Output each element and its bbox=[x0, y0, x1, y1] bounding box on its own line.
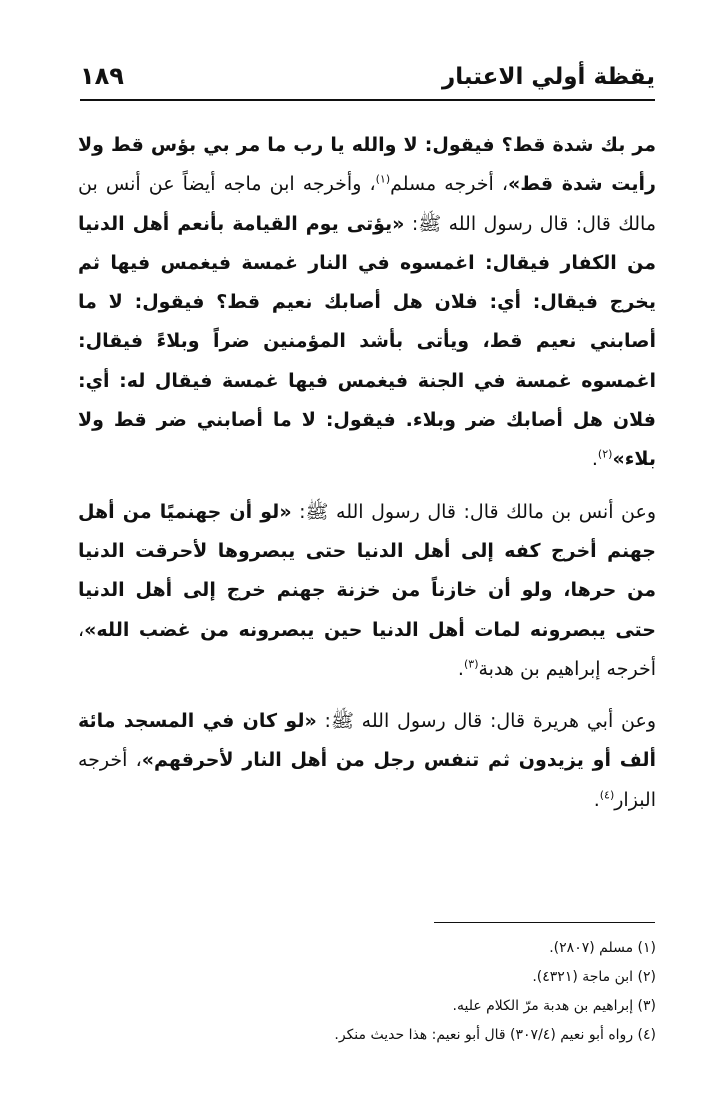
header-divider bbox=[80, 99, 655, 101]
body-text-run: ، أخرجه مسلم bbox=[390, 173, 508, 196]
paragraph bbox=[78, 702, 656, 820]
footnote-marker: (١) bbox=[375, 172, 391, 186]
footnote-marker: (٣) bbox=[463, 657, 479, 671]
body-text-run: . bbox=[591, 448, 598, 471]
footnote: (٣) إبراهيم بن هدبة مرّ الكلام عليه. bbox=[452, 998, 656, 1014]
footnote-marker: (٢) bbox=[597, 448, 613, 462]
body-text-run: . bbox=[593, 788, 600, 811]
main-text bbox=[78, 126, 656, 820]
footnote-divider bbox=[434, 922, 655, 923]
body-text-run: ، أخرجه إبراهيم بن هدبة bbox=[78, 618, 656, 680]
page-number: ١٨٩ bbox=[80, 62, 124, 90]
footnotes bbox=[78, 934, 656, 1050]
quoted-hadith-text: مر بك شدة قط؟ فيقول: لا والله يا رب ما مر بي بؤس قط ولا رأيت شدة قط» bbox=[78, 134, 656, 196]
paragraph bbox=[78, 493, 656, 689]
footnote-marker: (٤) bbox=[599, 788, 615, 802]
quoted-hadith-text: «يؤتى يوم القيامة بأنعم أهل الدنيا من الكفار فيقال: اغمسوه في النار غمسة فيغمس فيها ثم يخرج فيقال: أي: فلان هل أصابك نعيم قط؟ فيقول: لا ما أصابني نعيم قط، ويأتى بأشد المؤمنين ضراً وبلاءً فيقال: اغمسوه غمسة في الجنة فيغمس فيها غمسة فيقال له: أي: فلان هل أصابك ضر وبلاء. فيقول: لا ما أصابني ضر قط ولا بلاء» bbox=[78, 212, 656, 471]
body-text-run: ، أخرجه البزار bbox=[78, 749, 656, 811]
footnote: (١) مسلم (٢٨٠٧). bbox=[549, 940, 656, 956]
body-text-run: ، وأخرجه ابن ماجه أيضاً عن أنس بن مالك قال: قال رسول الله ﷺ: bbox=[78, 173, 657, 235]
paragraph bbox=[78, 126, 656, 480]
body-text-run: وعن أنس بن مالك قال: قال رسول الله ﷺ: bbox=[291, 500, 656, 523]
header-title: يقظة أولي الاعتبار bbox=[441, 64, 655, 90]
running-header bbox=[80, 60, 655, 100]
footnote: (٢) ابن ماجة (٤٣٢١). bbox=[532, 969, 656, 985]
quoted-hadith-text: «لو كان في المسجد مائة ألف أو يزيدون ثم تنفس رجل من أهل النار لأحرقهم» bbox=[78, 710, 656, 772]
quoted-hadith-text: «لو أن جهنميًا من أهل جهنم أخرج كفه إلى أهل الدنيا حتى يبصروها لأحرقت الدنيا من حرها، ولو أن خازناً من خزنة جهنم خرج إلى أهل الدنيا حتى يبصرونه لمات أهل الدنيا حين يبصرونه من غضب الله» bbox=[78, 500, 656, 641]
footnote: (٤) رواه أبو نعيم (٣٠٧/٤) قال أبو نعيم: هذا حديث منكر. bbox=[334, 1027, 656, 1043]
body-text-run: . bbox=[457, 657, 464, 680]
body-text-run: وعن أبي هريرة قال: قال رسول الله ﷺ: bbox=[316, 710, 656, 733]
